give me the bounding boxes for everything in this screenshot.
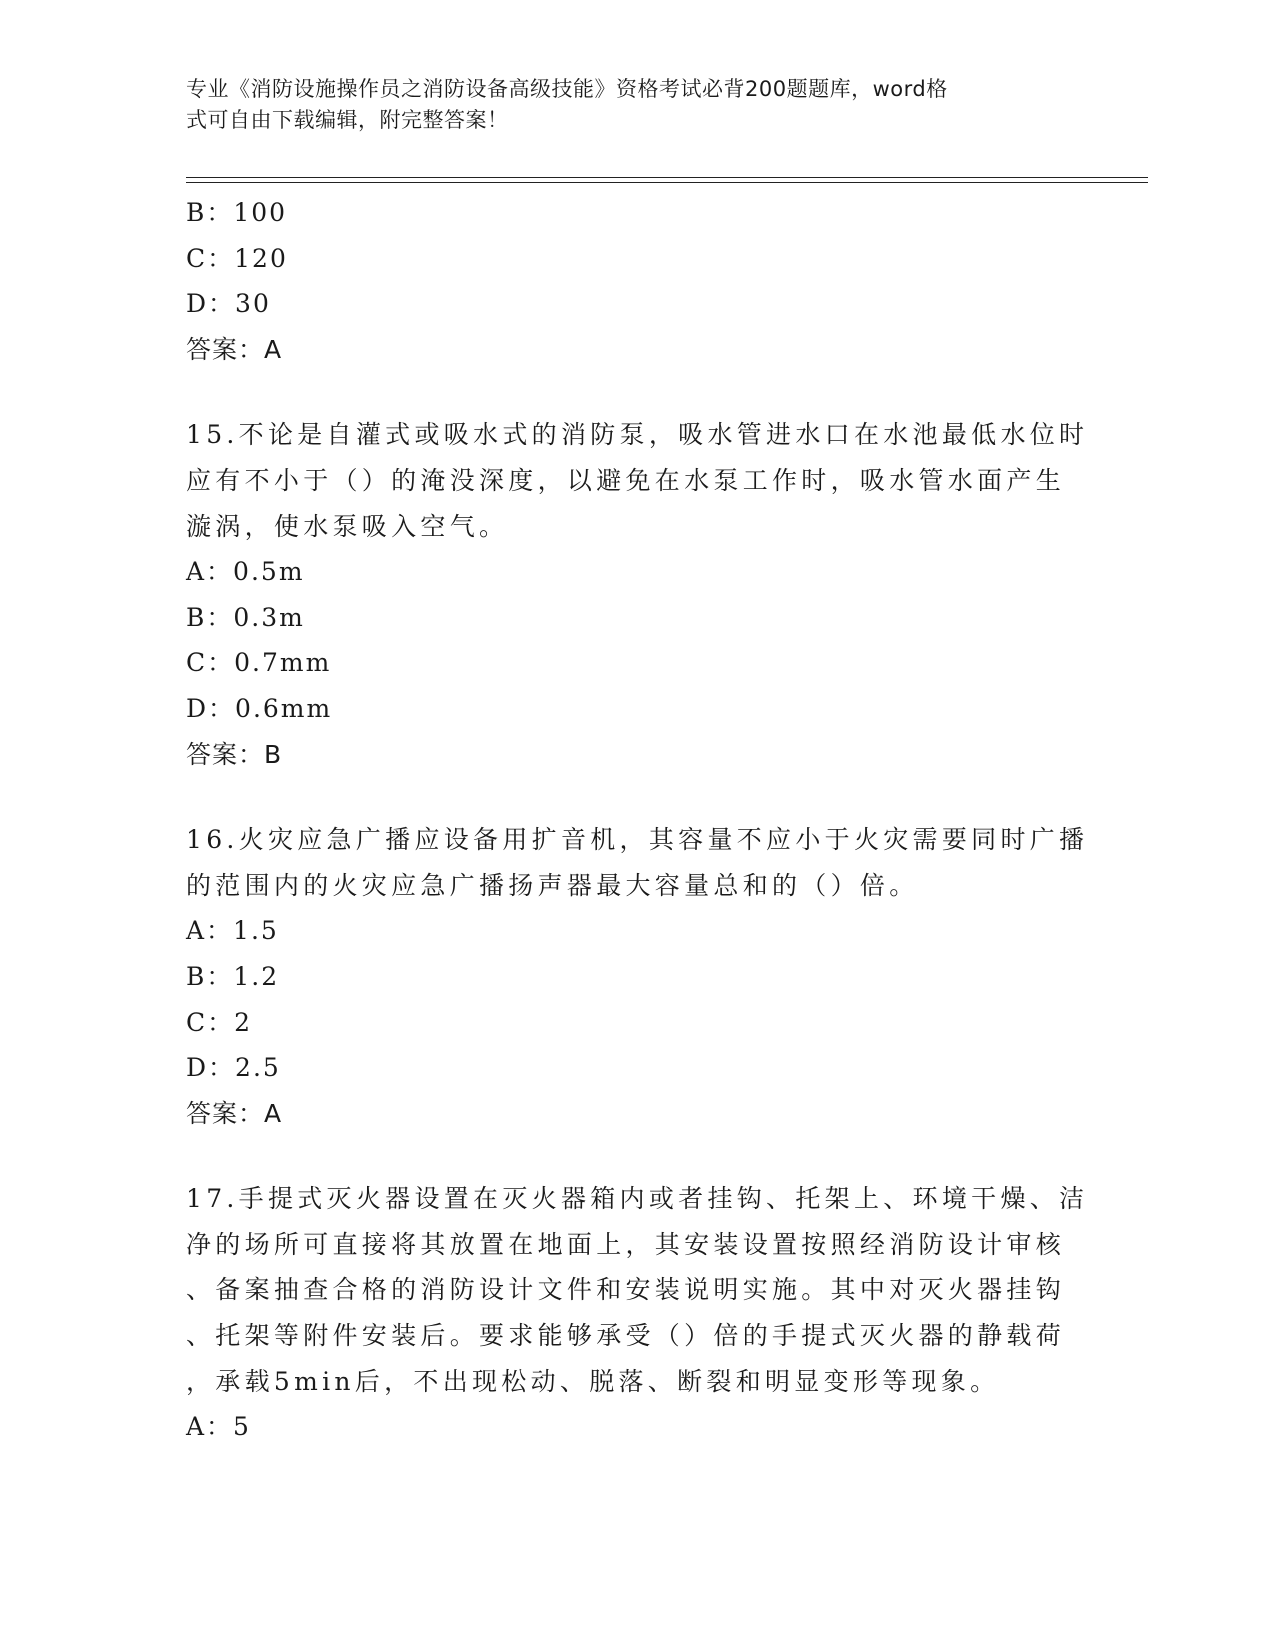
option-b: B：1.2 bbox=[186, 961, 280, 991]
question-15 bbox=[186, 412, 1089, 777]
question-text-line: 、备案抽查合格的消防设计文件和安装说明实施。其中对灭火器挂钩 bbox=[186, 1275, 1066, 1305]
option-a: A：5 bbox=[186, 1412, 251, 1442]
option-c: C：0.7mm bbox=[186, 648, 332, 678]
header-line-1: 专业《消防设施操作员之消防设备高级技能》资格考试必背200题题库，word格 bbox=[186, 77, 948, 101]
option-b: B：0.3m bbox=[186, 602, 305, 632]
option-d: D：30 bbox=[186, 289, 271, 319]
question-text-line: 17.手提式灭火器设置在灭火器箱内或者挂钩、托架上、环境干燥、洁 bbox=[186, 1184, 1089, 1214]
header-line-2: 式可自由下载编辑，附完整答案！ bbox=[186, 108, 509, 132]
answer-line: 答案：A bbox=[186, 334, 283, 364]
question-17 bbox=[186, 1176, 1089, 1450]
spacer bbox=[186, 372, 1066, 412]
previous-question-tail bbox=[186, 190, 1066, 372]
option-b: B：100 bbox=[186, 198, 288, 227]
answer-line: 答案：A bbox=[186, 1098, 283, 1128]
option-d: D：0.6mm bbox=[186, 693, 333, 723]
option-c: C：2 bbox=[186, 1007, 253, 1037]
question-text bbox=[186, 412, 1089, 549]
option-a: A：0.5m bbox=[186, 557, 305, 587]
option-c: C：120 bbox=[186, 243, 288, 273]
question-list bbox=[186, 190, 1089, 1450]
question-text-line: 漩涡，使水泵吸入空气。 bbox=[186, 511, 509, 541]
spacer bbox=[186, 777, 1066, 817]
question-text-line: 、托架等附件安装后。要求能够承受（）倍的手提式灭火器的静载荷 bbox=[186, 1321, 1066, 1351]
question-text-line: ，承载5min后，不出现松动、脱落、断裂和明显变形等现象。 bbox=[186, 1366, 1000, 1396]
header-divider-bottom bbox=[186, 182, 1148, 183]
document-header bbox=[186, 74, 1066, 136]
header-divider-top bbox=[186, 177, 1148, 178]
question-text bbox=[186, 817, 1089, 908]
question-text-line: 15.不论是自灌式或吸水式的消防泵，吸水管进水口在水池最低水位时 bbox=[186, 420, 1089, 450]
question-text-line: 应有不小于（）的淹没深度，以避免在水泵工作时，吸水管水面产生 bbox=[186, 465, 1066, 495]
question-text-line: 净的场所可直接将其放置在地面上，其安装设置按照经消防设计审核 bbox=[186, 1229, 1066, 1259]
question-16 bbox=[186, 817, 1089, 1136]
question-text bbox=[186, 1176, 1089, 1404]
option-d: D：2.5 bbox=[186, 1053, 281, 1083]
option-a: A：1.5 bbox=[186, 916, 279, 946]
spacer bbox=[186, 1136, 1066, 1176]
question-text-line: 的范围内的火灾应急广播扬声器最大容量总和的（）倍。 bbox=[186, 870, 919, 900]
answer-line: 答案：B bbox=[186, 739, 283, 769]
question-text-line: 16.火灾应急广播应设备用扩音机，其容量不应小于火灾需要同时广播 bbox=[186, 825, 1089, 855]
